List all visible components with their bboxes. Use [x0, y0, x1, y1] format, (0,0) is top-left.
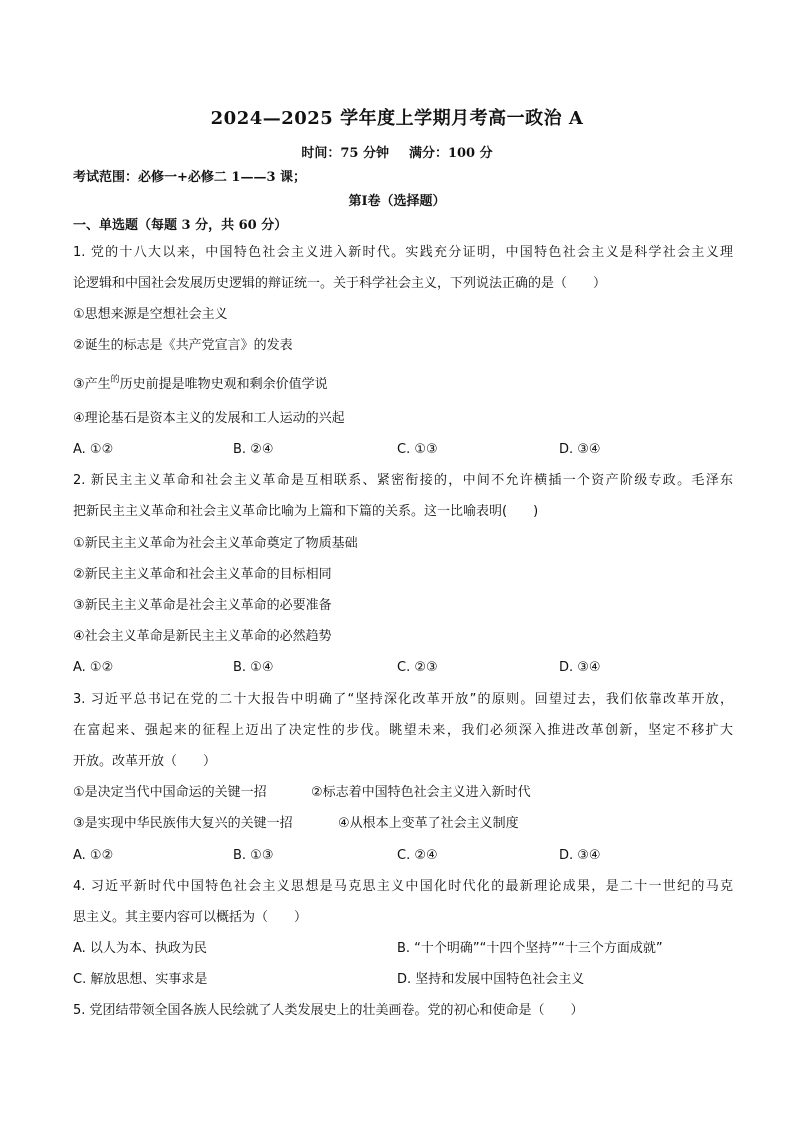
- q4-stem-line2: 思主义。其主要内容可以概括为（ ）: [73, 910, 308, 925]
- q1-option-a: A. ①②: [73, 442, 114, 457]
- part-heading: 第Ⅰ卷（选择题）: [348, 194, 446, 209]
- q2-statement-4: ④社会主义革命是新民主主义革命的必然趋势: [73, 629, 332, 644]
- q3-statement-1: ①是决定当代中国命运的关键一招: [73, 785, 267, 800]
- q4-option-b: B. “十个明确”“十四个坚持”“十三个方面成就”: [397, 941, 663, 956]
- q2-statement-3: ③新民主主义革命是社会主义革命的必要准备: [73, 598, 332, 613]
- q3-option-a: A. ①②: [73, 848, 114, 863]
- q3-stem-line3: 开放。改革开放（ ）: [73, 754, 217, 769]
- q1-s3-stray-char: 的: [110, 375, 120, 385]
- exam-meta: [0, 142, 794, 161]
- q4-stem-line1: 4. 习近平新时代中国特色社会主义思想是马克思主义中国化时代化的最新理论成果，是二十一世纪的马克: [73, 879, 733, 894]
- exam-score: 满分：100 分: [408, 146, 493, 161]
- exam-range: 考试范围：必修一+必修二 1——3 课；: [73, 170, 307, 185]
- q3-stem-line1: 3. 习近平总书记在党的二十大报告中明确了“坚持深化改革开放”的原则。回望过去，我们依靠改革开放，: [73, 692, 733, 707]
- q1-statement-2: ②诞生的标志是《共产党宣言》的发表: [73, 338, 293, 353]
- q2-stem-line1: 2. 新民主主义革命和社会主义革命是互相联系、紧密衔接的，中间不允许横插一个资产阶级专政。毛泽东: [73, 473, 733, 488]
- q5-stem-line1: 5. 党团结带领全国各族人民绘就了人类发展史上的壮美画卷。党的初心和使命是（ ）: [73, 1003, 584, 1018]
- q3-option-b: B. ①③: [233, 848, 274, 863]
- q4-option-a: A. 以人为本、执政为民: [73, 941, 207, 956]
- exam-title: 2024—2025 学年度上学期月考高一政治 A: [210, 108, 584, 129]
- q4-option-c: C. 解放思想、实事求是: [73, 972, 208, 987]
- q3-statement-3: ③是实现中华民族伟大复兴的关键一招: [73, 816, 293, 831]
- q2-stem-line2: 把新民主主义革命和社会主义革命比喻为上篇和下篇的关系。这一比喻表明( ): [73, 504, 539, 519]
- q2-statement-2: ②新民主主义革命和社会主义革命的目标相同: [73, 567, 332, 582]
- q2-statement-1: ①新民主主义革命为社会主义革命奠定了物质基础: [73, 536, 358, 551]
- q2-option-d: D. ③④: [559, 660, 601, 675]
- q1-stem-line1: 1. 党的十八大以来，中国特色社会主义进入新时代。实践充分证明，中国特色社会主义是科学社会主义理: [73, 245, 733, 260]
- q3-option-c: C. ②④: [397, 848, 438, 863]
- q4-option-d: D. 坚持和发展中国特色社会主义: [397, 972, 585, 987]
- q3-statement-2: ②标志着中国特色社会主义进入新时代: [311, 785, 531, 800]
- q1-option-c: C. ①③: [397, 442, 438, 457]
- q1-option-b: B. ②④: [233, 442, 274, 457]
- exam-time: 时间：75 分钟: [301, 146, 389, 161]
- q1-stem-line2: 论逻辑和中国社会发展历史逻辑的辩证统一。关于科学社会主义，下列说法正确的是（ ）: [73, 276, 607, 291]
- q3-stem-line2: 在富起来、强起来的征程上迈出了决定性的步伐。眺望未来，我们必须深入推进改革创新，坚定不移扩大: [73, 723, 733, 738]
- q2-option-a: A. ①②: [73, 660, 114, 675]
- q1-statement-4: ④理论基石是资本主义的发展和工人运动的兴起: [73, 411, 345, 426]
- q2-option-b: B. ①④: [233, 660, 274, 675]
- q1-statement-3: [73, 376, 733, 395]
- q1-statement-1: ①思想来源是空想社会主义: [73, 307, 228, 322]
- q1-option-d: D. ③④: [559, 442, 601, 457]
- section-heading: 一、单选题（每题 3 分，共 60 分）: [73, 218, 288, 233]
- q2-option-c: C. ②③: [397, 660, 438, 675]
- q3-option-d: D. ③④: [559, 848, 601, 863]
- q1-s3-part-a: ③产生: [73, 377, 111, 392]
- q3-statement-4: ④从根本上变革了社会主义制度: [338, 816, 519, 831]
- q1-s3-part-b: 历史前提是唯物史观和剩余价值学说: [119, 377, 328, 392]
